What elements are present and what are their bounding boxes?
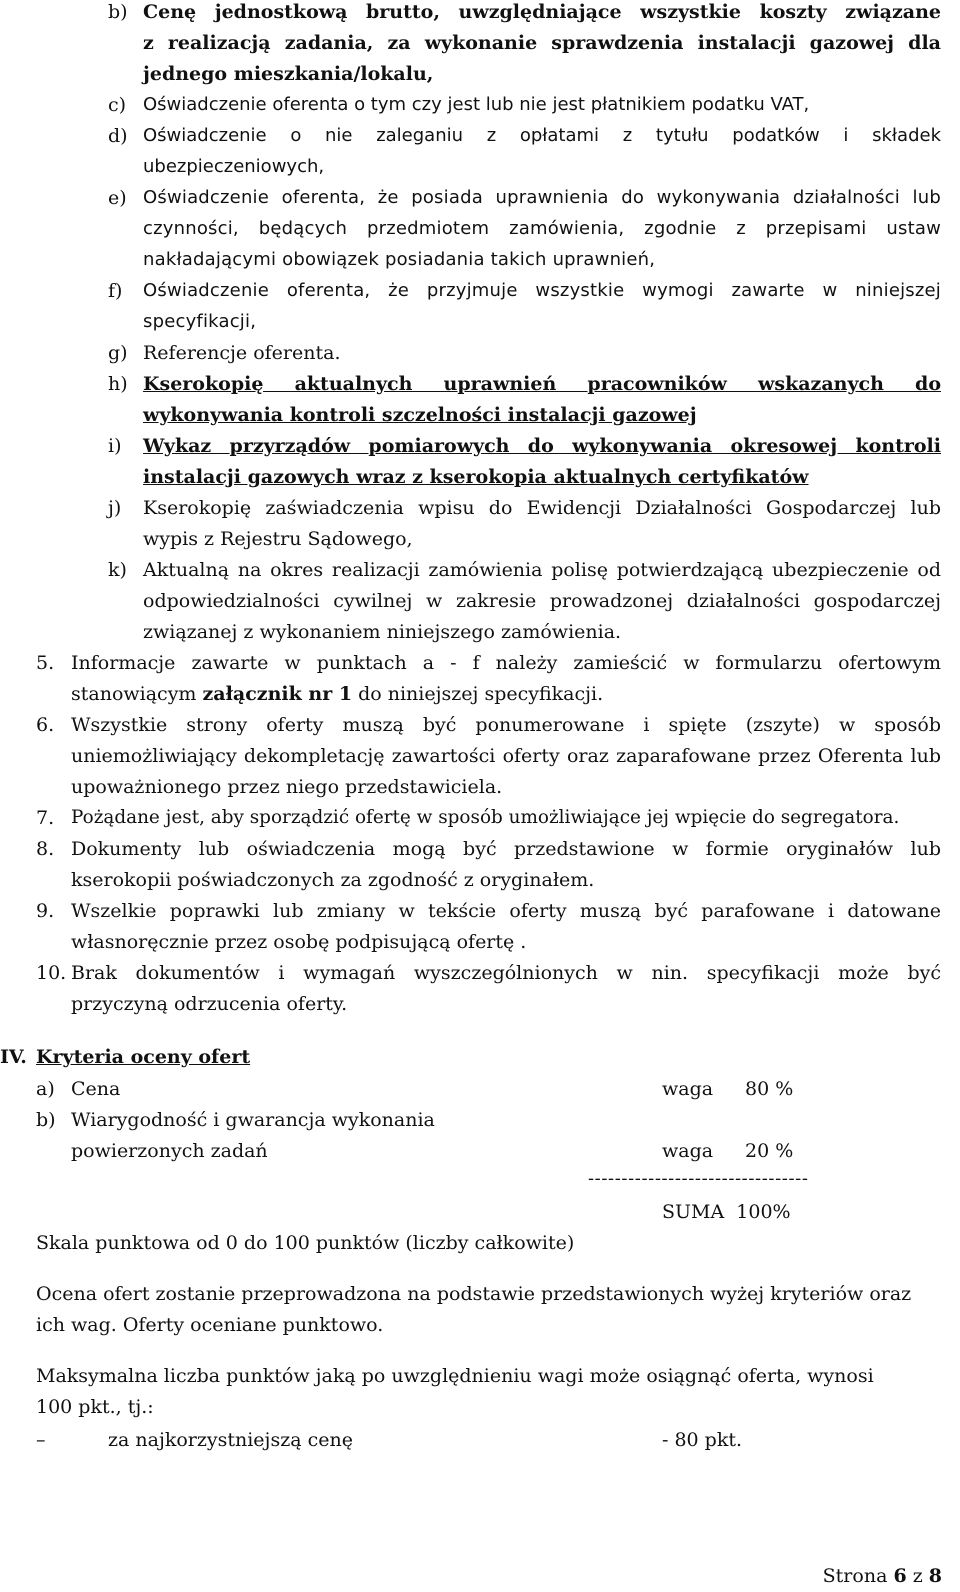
criteria-b-text-1: Wiarygodność i gwarancja wykonania [71,1109,435,1131]
list-label-d: d) [108,125,128,147]
item-7-number: 7. [36,807,55,829]
list-label-c: c) [108,94,127,116]
footer-separator: z [906,1565,929,1587]
item-6-line-3: upoważnionego przez niego przedstawiciela. [71,776,503,798]
list-d-line-1: Oświadczenie o nie zaleganiu z opłatami z tytułu podatków i składek [143,125,941,146]
item-7-line-1: Pożądane jest, aby sporządzić ofertę w sposób umożliwiające jej wpięcie do segregatora. [71,807,900,828]
list-g-line-1: Referencje oferenta. [143,342,341,364]
list-j-line-2: wypis z Rejestru Sądowego, [143,528,413,550]
list-label-h: h) [108,373,128,395]
item-6-number: 6. [36,714,55,736]
item-6-line-1: Wszystkie strony oferty muszą być ponumerowane i spięte (zszyte) w sposób [71,714,941,736]
list-h-line-1: Kserokopię aktualnych uprawnień pracowników wskazanych do [143,373,941,395]
item-8-number: 8. [36,838,55,860]
item-10-line-1: Brak dokumentów i wymagań wyszczególnionych w nin. specyfikacji może być [71,962,941,984]
list-e-line-1: Oświadczenie oferenta, że posiada uprawnienia do wykonywania działalności lub [143,187,941,208]
list-h-line-2: wykonywania kontroli szczelności instalacji gazowej [143,404,697,426]
list-c-line-1: Oświadczenie oferenta o tym czy jest lub nie jest płatnikiem podatku VAT, [143,94,810,115]
max-points-line-1: Maksymalna liczba punktów jaką po uwzględnieniu wagi może osiągnąć oferta, wynosi [36,1365,874,1387]
sum-separator: --------------------------------- [588,1168,809,1189]
list-k-line-1: Aktualną na okres realizacji zamówienia polisę potwierdzającą ubezpieczenie od [143,559,941,581]
footer-prefix: Strona [822,1565,894,1587]
list-e-line-2: czynności, będących przedmiotem zamówienia, zgodnie z przepisami ustaw [143,218,941,239]
criteria-b-percent: 20 % [745,1140,794,1162]
list-label-f: f) [108,280,123,302]
max-points-line-2: 100 pkt., tj.: [36,1396,154,1418]
item-9-line-1: Wszelkie poprawki lub zmiany w tekście oferty muszą być parafowane i datowane [71,900,941,922]
item-6-line-2: uniemożliwiający dekompletację zawartości oferty oraz zaparafowane przez Oferenta lub [71,745,941,767]
item-5-number: 5. [36,652,55,674]
list-f-line-1: Oświadczenie oferenta, że przyjmuje wszystkie wymogi zawarte w niniejszej [143,280,941,301]
criteria-b-waga: waga [662,1140,714,1162]
list-f-line-2: specyfikacji, [143,311,257,332]
attachment-reference: załącznik nr 1 [202,683,353,705]
item-9-number: 9. [36,900,55,922]
criteria-a-waga: waga [662,1078,714,1100]
scale-text: Skala punktowa od 0 do 100 punktów (liczby całkowite) [36,1232,575,1254]
list-label-b: b) [108,1,128,23]
sum-total: SUMA 100% [662,1201,791,1223]
item-8-line-2: kserokopii poświadczonych za zgodność z oryginałem. [71,869,595,891]
item-10-line-2: przyczyną odrzucenia oferty. [71,993,348,1015]
item-5-line-2: stanowiącym załącznik nr 1 do niniejszej specyfikacji. [71,683,604,705]
bullet-points: - 80 pkt. [662,1429,743,1451]
ocena-line-2: ich wag. Oferty oceniane punktowo. [36,1314,384,1336]
section-4-numeral: IV. [0,1046,27,1068]
list-k-line-2: odpowiedzialności cywilnej w zakresie prowadzonej działalności gospodarczej [143,590,941,612]
list-label-e: e) [108,187,127,209]
list-label-k: k) [108,559,127,581]
criteria-a-label: a) [36,1078,55,1100]
list-j-line-1: Kserokopię zaświadczenia wpisu do Ewidencji Działalności Gospodarczej lub [143,497,941,519]
list-label-g: g) [108,342,128,364]
footer-page-total: 8 [928,1565,942,1587]
list-d-line-2: ubezpieczeniowych, [143,156,325,177]
criteria-b-label: b) [36,1109,56,1131]
section-4-title: Kryteria oceny ofert [36,1046,251,1068]
bullet-text: za najkorzystniejszą cenę [108,1429,353,1451]
criteria-b-text-2: powierzonych zadań [71,1140,268,1162]
item-9-line-2: własnoręcznie przez osobę podpisującą ofertę . [71,931,527,953]
list-b-line-3: jednego mieszkania/lokalu, [143,63,434,85]
list-b-line-2: z realizacją zadania, za wykonanie sprawdzenia instalacji gazowej dla [143,32,941,54]
list-label-j: j) [108,497,122,519]
criteria-a-percent: 80 % [745,1078,794,1100]
list-label-i: i) [108,435,122,457]
list-k-line-3: związanej z wykonaniem niniejszego zamówienia. [143,621,622,643]
item-5-line-1: Informacje zawarte w punktach a - f należy zamieścić w formularzu ofertowym [71,652,941,674]
list-b-line-1: Cenę jednostkową brutto, uwzględniające wszystkie koszty związane [143,1,941,23]
criteria-a-text: Cena [71,1078,121,1100]
footer-page-number: 6 [893,1565,907,1587]
bullet-dash: – [36,1429,46,1451]
list-e-line-3: nakładającymi obowiązek posiadania takich uprawnień, [143,249,656,270]
list-i-line-1: Wykaz przyrządów pomiarowych do wykonywania okresowej kontroli [143,435,941,457]
list-i-line-2: instalacji gazowych wraz z kserokopia aktualnych certyfikatów [143,466,809,488]
ocena-line-1: Ocena ofert zostanie przeprowadzona na podstawie przedstawionych wyżej kryteriów oraz [36,1283,912,1305]
item-10-number: 10. [36,962,67,984]
item-8-line-1: Dokumenty lub oświadczenia mogą być przedstawione w formie oryginałów lub [71,838,941,860]
page-footer [823,1565,942,1587]
